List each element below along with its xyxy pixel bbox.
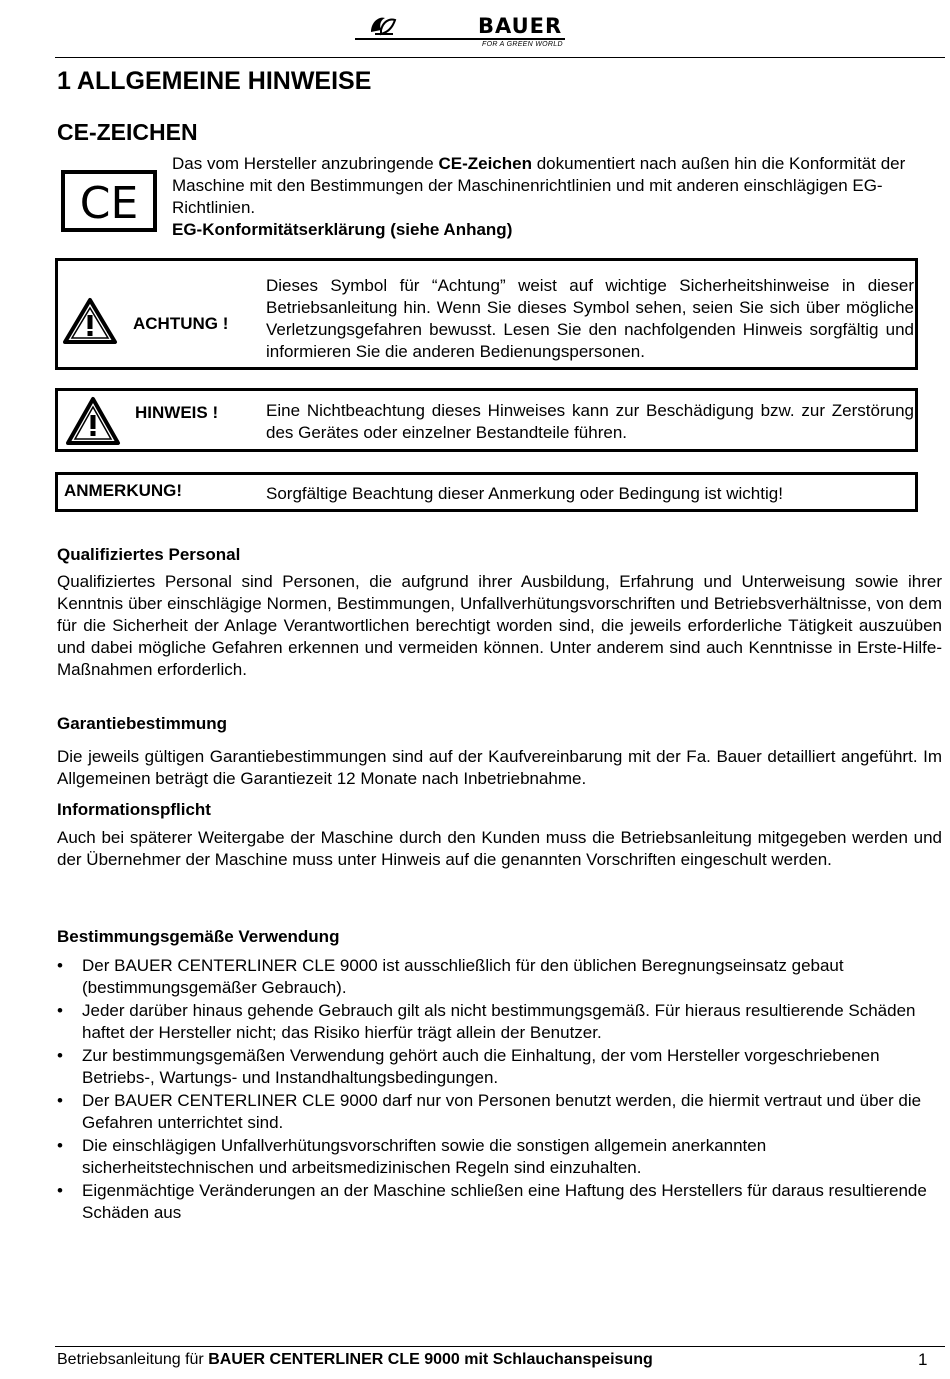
list-item: • Zur bestimmungsgemäßen Verwendung gehört auch die Einhaltung, der vom Hersteller vorgeschriebenen Betriebs-, Wartungs- und Instandhaltungsbedingungen.	[57, 1046, 880, 1087]
header-rule	[55, 57, 945, 58]
verwendung-heading: Bestimmungsgemäße Verwendung	[57, 927, 340, 946]
anmerkung-label: ANMERKUNG!	[64, 481, 183, 500]
bullet-icon: •	[57, 1091, 63, 1110]
list-item: • Der BAUER CENTERLINER CLE 9000 ist ausschließlich für den üblichen Beregnungseinsatz gebaut (bestimmungsgemäßer Gebrauch).	[57, 956, 844, 997]
hinweis-text: Eine Nichtbeachtung dieses Hinweises kann zur Beschädigung bzw. zur Zerstörung des Gerätes oder einzelner Bestandteile führen.	[266, 401, 914, 442]
bullet-icon: •	[57, 1046, 63, 1065]
bullet-icon: •	[57, 1136, 63, 1155]
garantie-heading: Garantiebestimmung	[57, 714, 228, 733]
footer-text: Betriebsanleitung für BAUER CENTERLINER CLE 9000 mit Schlauchanspeisung	[57, 1351, 653, 1368]
ce-heading: CE-ZEICHEN	[57, 119, 198, 145]
personal-heading: Qualifiziertes Personal	[57, 545, 241, 564]
list-item: • Jeder darüber hinaus gehende Gebrauch gilt als nicht bestimmungsgemäß. Für hieraus resultierende Schäden haftet der Hersteller nicht; das Risiko hierfür trägt allein der Benutzer.	[57, 1001, 916, 1042]
brand-tagline: FOR A GREEN WORLD	[482, 41, 563, 48]
bullet-icon: •	[57, 956, 63, 975]
list-item: • Die einschlägigen Unfallverhütungsvorschriften sowie die sonstigen allgemein anerkannten sicherheitstechnischen und arbeitsmedizinischen Regeln sind einzuhalten.	[57, 1136, 767, 1177]
hinweis-label: HINWEIS !	[135, 403, 219, 422]
page-title: 1 ALLGEMEINE HINWEISE	[57, 67, 372, 95]
personal-text: Qualifiziertes Personal sind Personen, die aufgrund ihrer Ausbildung, Erfahrung und Unterweisung sowie ihrer Kenntnis über einschlägige Normen, Bestimmungen, Unfallverhütungsvorschriften und Betriebsverhältnisse, von dem für die Sicherheit der Anlage Verantwortlichen berechtigt worden sind, die jeweils erforderliche Tätigkeit auszuüben und dabei mögliche Gefahren erkennen und vermeiden können. Unter anderem sind auch Kenntnisse in Erste-Hilfe-Maßnahmen erforderlich.	[57, 572, 942, 679]
garantie-text: Die jeweils gültigen Garantiebestimmungen sind auf der Kaufvereinbarung mit der Fa. Bauer detailliert angeführt. Im Allgemeinen beträgt die Garantiezeit 12 Monate nach Inbetriebnahme.	[57, 747, 942, 788]
info-text: Auch bei späterer Weitergabe der Maschine durch den Kunden muss die Betriebsanleitung mitgegeben werden und der Übernehmer der Maschine muss unter Hinweis auf die genannten Vorschriften eingeschult werden.	[57, 828, 942, 869]
logo-underline	[355, 38, 565, 40]
bullet-icon: •	[57, 1181, 63, 1200]
brand-name: BAUER	[478, 14, 563, 38]
ce-logo-text: CE	[79, 178, 139, 229]
bullet-icon: •	[57, 1001, 63, 1020]
achtung-label: ACHTUNG !	[133, 314, 229, 333]
warning-triangle-icon	[62, 297, 118, 345]
bauer-logo-icon	[367, 12, 399, 38]
warning-triangle-icon	[65, 396, 121, 446]
ce-mark-icon	[61, 170, 157, 232]
footer-rule	[55, 1346, 945, 1347]
list-item: • Der BAUER CENTERLINER CLE 9000 darf nur von Personen benutzt werden, die hiermit vertraut und über die Gefahren unterrichtet sind.	[57, 1091, 922, 1132]
list-item: • Eigenmächtige Veränderungen an der Maschine schließen eine Haftung des Herstellers für daraus resultierende Schäden aus	[57, 1181, 927, 1222]
verwendung-list	[57, 955, 942, 1225]
achtung-text: Dieses Symbol für “Achtung” weist auf wichtige Sicherheitshinweise in dieser Betriebsanleitung hin. Wenn Sie dieses Symbol sehen, seien Sie sich über mögliche Verletzungsgefahren bewusst. Lesen Sie den nachfolgenden Hinweis sorgfältig und informieren Sie die anderen Bedienungspersonen.	[266, 276, 914, 361]
anmerkung-text: Sorgfältige Beachtung dieser Anmerkung oder Bedingung ist wichtig!	[266, 484, 783, 503]
hinweis-notice-box	[55, 388, 918, 452]
ce-declaration: EG-Konformitätserklärung (siehe Anhang)	[172, 220, 513, 239]
page-number: 1	[918, 1350, 928, 1369]
achtung-notice-box	[55, 258, 918, 370]
anmerkung-notice-box	[55, 472, 918, 512]
ce-description: Das vom Hersteller anzubringende CE-Zeichen dokumentiert nach außen hin die Konformität der Maschine mit den Bestimmungen der Maschinenrichtlinien und mit anderen einschlägigen EG-Richtlinien.	[172, 154, 906, 217]
info-heading: Informationspflicht	[57, 800, 211, 819]
